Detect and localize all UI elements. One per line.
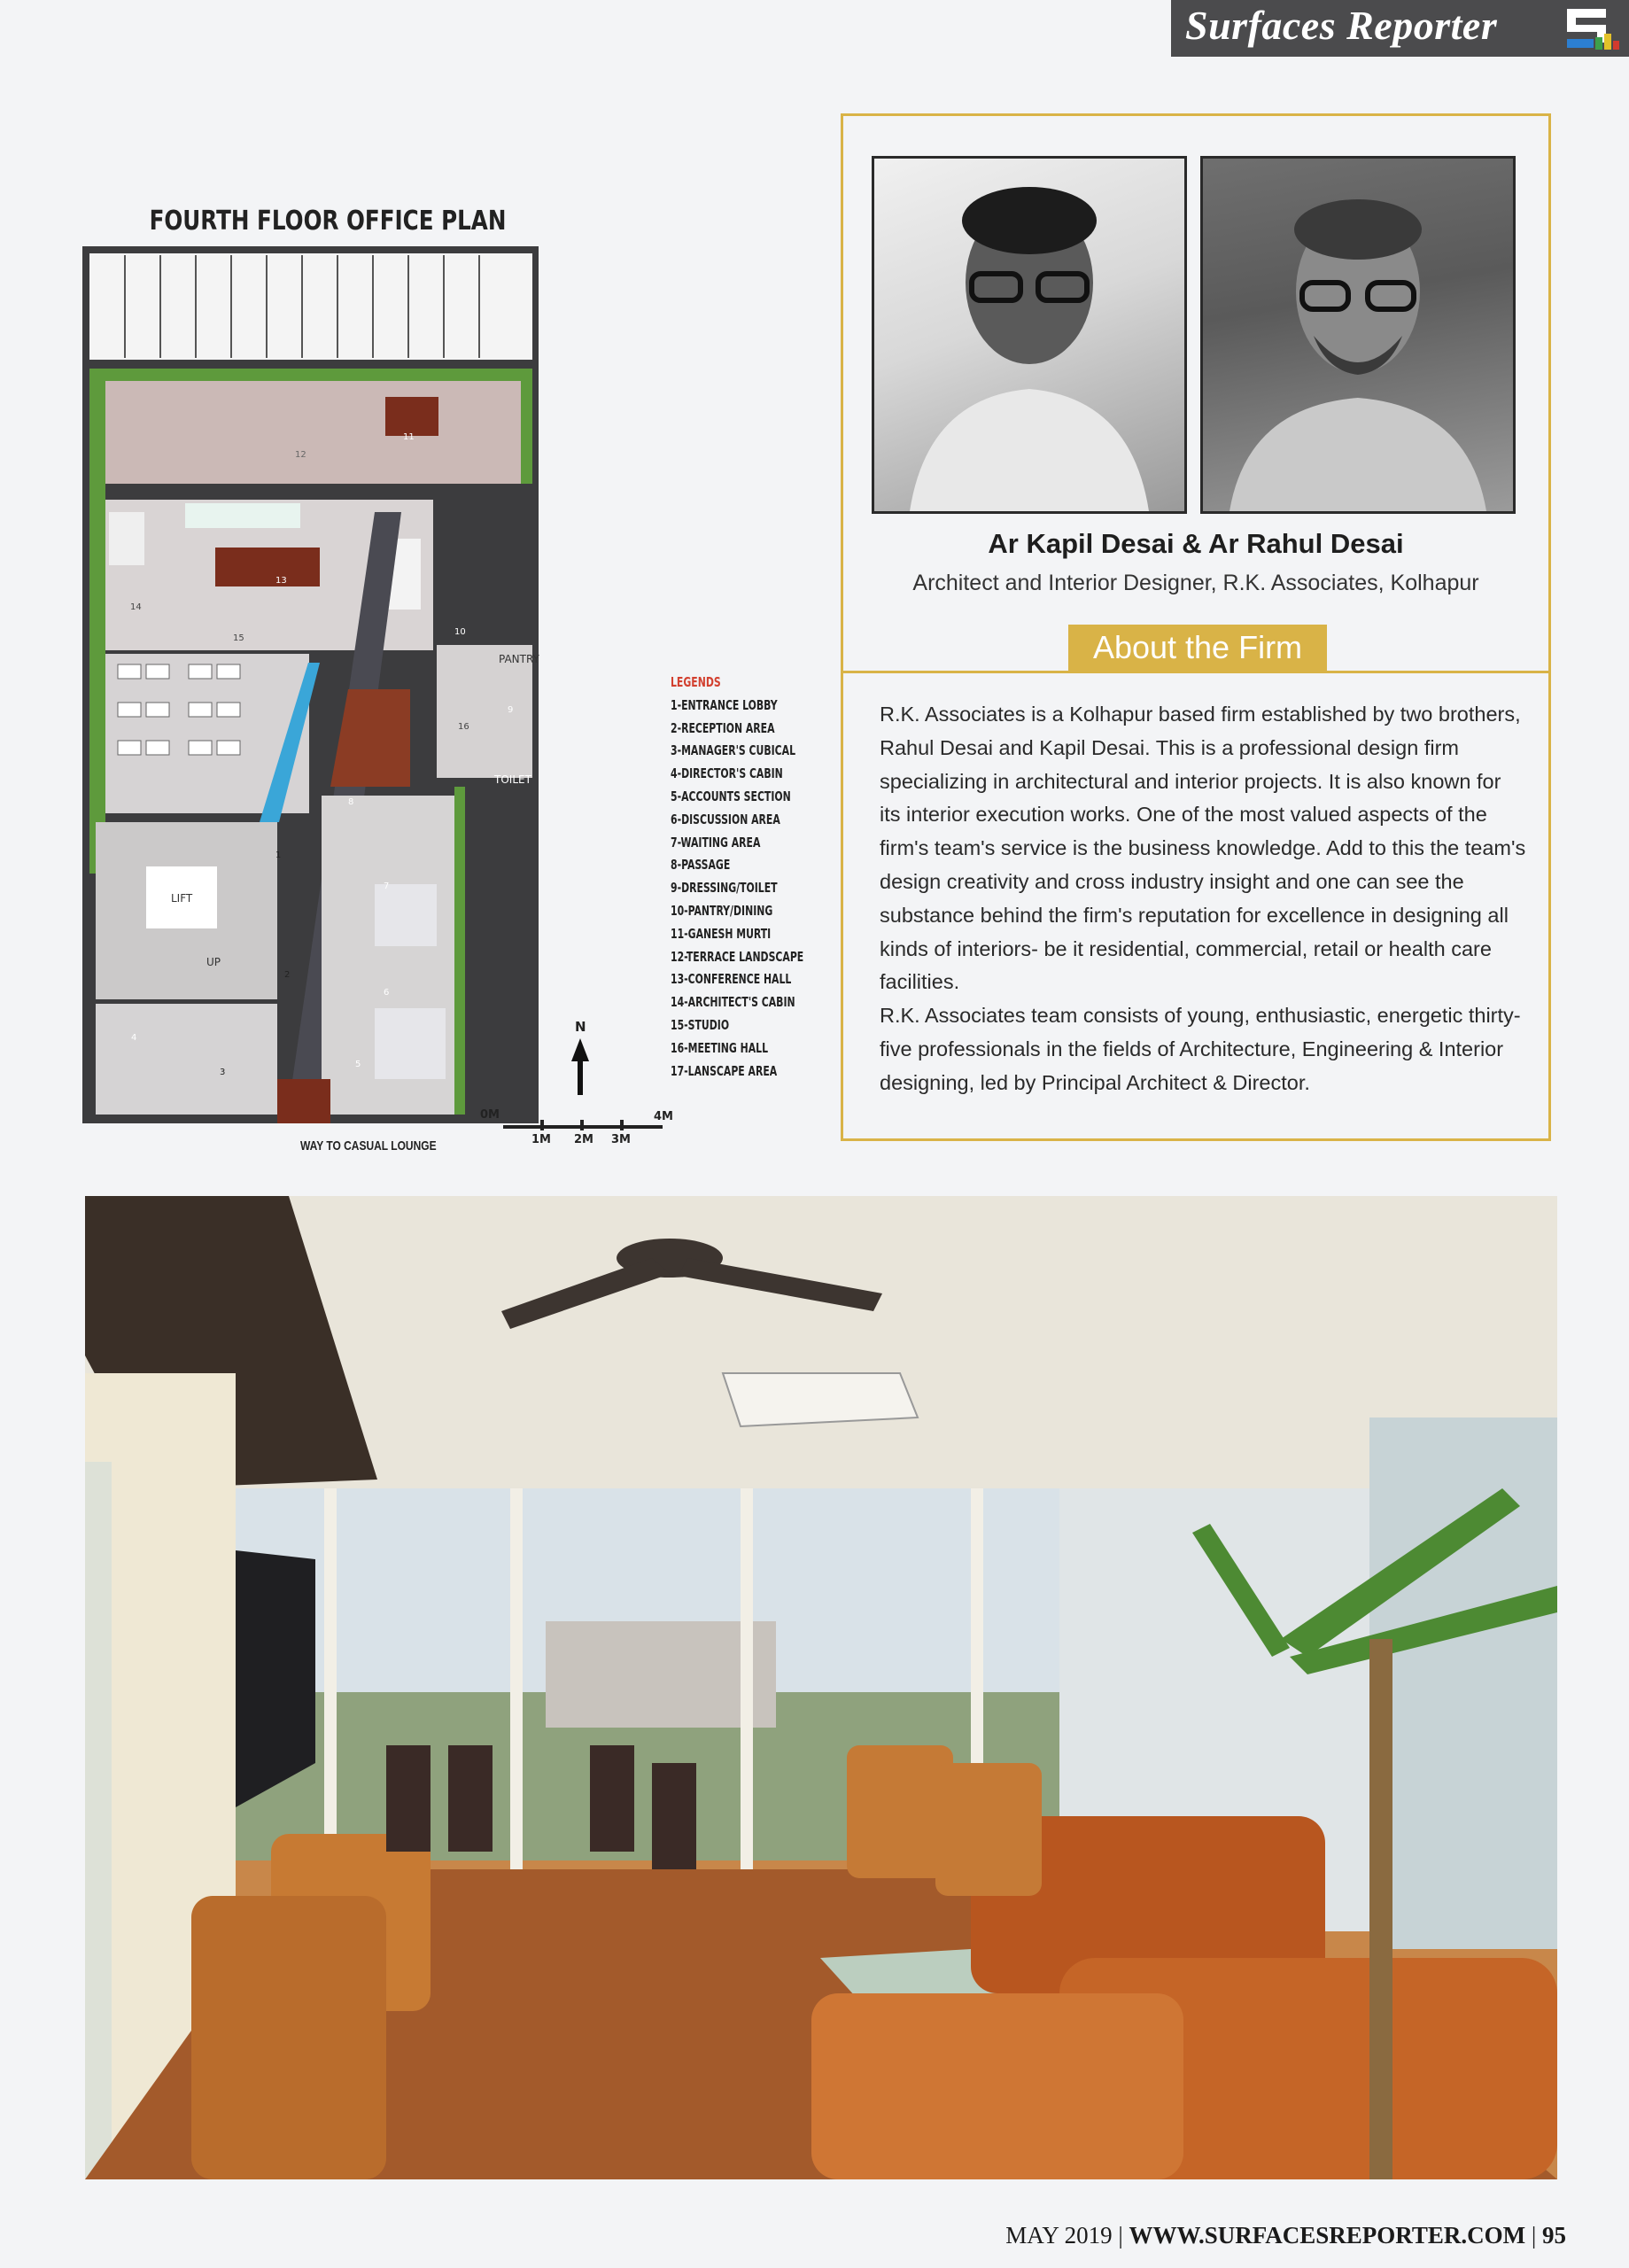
footer-separator: |	[1531, 2222, 1537, 2249]
north-label: N	[575, 1019, 586, 1035]
legend-item: 10-PANTRY/DINING	[671, 902, 773, 919]
way-to-lounge-label: WAY TO CASUAL LOUNGE	[300, 1138, 437, 1153]
plan-room-4: 4	[131, 1033, 137, 1043]
plan-room-15: 15	[233, 633, 244, 643]
plan-room-10: 10	[454, 627, 466, 637]
legend-item: 2-RECEPTION AREA	[671, 719, 775, 736]
legend-item: 1-ENTRANCE LOBBY	[671, 696, 778, 713]
floor-plan	[82, 246, 552, 1123]
plan-room-12: 12	[295, 450, 306, 460]
plan-room-14: 14	[130, 602, 142, 612]
plan-room-1: 1	[275, 850, 282, 860]
plan-title: FOURTH FLOOR OFFICE PLAN	[149, 206, 507, 237]
portrait-kapil-desai	[872, 156, 1187, 514]
plan-room-7: 7	[384, 882, 390, 891]
plan-label-lift: LIFT	[171, 892, 193, 905]
about-paragraph: R.K. Associates is a Kolhapur based firm established by two brothers, Rahul Desai and Kapil Desai. This is a professional design firm specializing in architectural and interior projects. It is also known for its interior execution works. One of the most valued aspects of the firm's team's service is the business knowledge. Add to this the team's design creativity and cross industry insight and one can see the substance behind the firm's reputation for excellence in designing all kinds of interiors- be it residential, commercial, retail or health care facilities.	[880, 703, 1526, 994]
about-body	[880, 698, 1526, 1100]
plan-label-pantry: PANTRY	[499, 653, 539, 665]
footer-separator: |	[1118, 2222, 1123, 2249]
plan-label-up: UP	[206, 956, 221, 968]
plan-legends	[671, 672, 823, 1083]
page-footer	[973, 2222, 1566, 2249]
architect-role: Architect and Interior Designer, R.K. Associates, Kolhapur	[912, 571, 1479, 595]
legend-item: 9-DRESSING/TOILET	[671, 880, 778, 897]
legend-item: 7-WAITING AREA	[671, 834, 761, 850]
plan-room-16: 16	[458, 722, 469, 732]
scale-label: 3M	[611, 1133, 631, 1146]
scale-bar	[478, 1107, 691, 1152]
legend-item: 8-PASSAGE	[671, 857, 731, 874]
footer-site: WWW.SURFACESREPORTER.COM	[1129, 2222, 1526, 2249]
legend-item: 14-ARCHITECT'S CABIN	[671, 994, 795, 1011]
about-heading: About the Firm	[1068, 625, 1327, 671]
plan-room-13: 13	[275, 576, 287, 586]
plan-room-2: 2	[284, 970, 291, 980]
plan-label-toilet: TOILET	[494, 773, 531, 786]
masthead	[1171, 0, 1629, 57]
plan-room-6: 6	[384, 988, 390, 998]
plan-room-8: 8	[348, 797, 354, 807]
legend-item: 5-ACCOUNTS SECTION	[671, 788, 791, 804]
masthead-title: Surfaces Reporter	[1185, 3, 1498, 48]
legend-item: 17-LANSCAPE AREA	[671, 1062, 778, 1079]
plan-room-5: 5	[355, 1060, 361, 1069]
scale-label: 0M	[480, 1108, 500, 1122]
scale-label: 2M	[574, 1133, 593, 1146]
portrait-rahul-desai	[1200, 156, 1516, 514]
legend-item: 6-DISCUSSION AREA	[671, 811, 780, 827]
architect-names: Ar Kapil Desai & Ar Rahul Desai	[988, 528, 1404, 559]
legend-item: 16-MEETING HALL	[671, 1039, 769, 1056]
legend-item: 3-MANAGER'S CUBICAL	[671, 742, 796, 759]
plan-room-9: 9	[508, 705, 514, 715]
legend-item: 15-STUDIO	[671, 1016, 730, 1033]
legend-item: 4-DIRECTOR'S CABIN	[671, 765, 783, 782]
legends-title: LEGENDS	[671, 674, 721, 690]
legend-item: 13-CONFERENCE HALL	[671, 971, 792, 988]
scale-label: 4M	[654, 1110, 673, 1123]
magazine-logo-icon	[1560, 4, 1622, 53]
legend-item: 12-TERRACE LANDSCAPE	[671, 948, 804, 965]
about-paragraph: R.K. Associates team consists of young, enthusiastic, energetic thirty- five professionals in the fields of Architecture, Engineering & Interior designing, led by Principal Architect & Director.	[880, 1004, 1521, 1094]
lounge-photo	[85, 1196, 1557, 2179]
footer-date: MAY 2019	[1005, 2222, 1113, 2249]
legend-item: 11-GANESH MURTI	[671, 925, 772, 942]
north-arrow-icon	[567, 1019, 593, 1099]
plan-room-11: 11	[403, 432, 415, 442]
scale-label: 1M	[531, 1133, 551, 1146]
plan-room-3: 3	[220, 1068, 226, 1077]
page-number: 95	[1542, 2222, 1566, 2249]
